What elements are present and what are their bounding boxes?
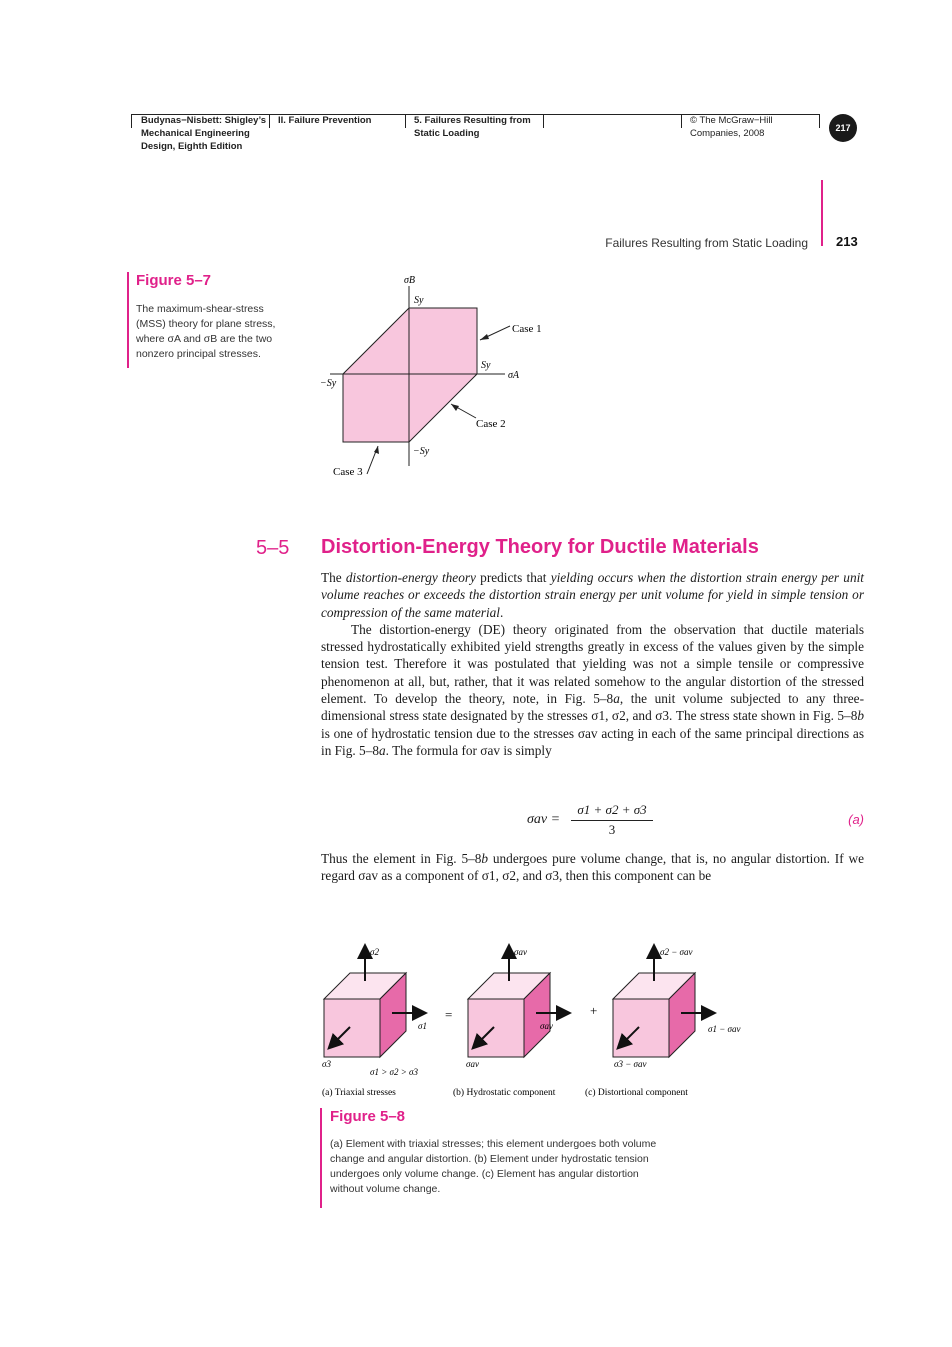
case2-label: Case 2 [476, 418, 506, 430]
fig57-caption-bar [127, 272, 129, 368]
equation-a [321, 798, 864, 844]
page-number: 213 [836, 234, 858, 249]
header-book [131, 114, 267, 152]
running-head-bar [821, 180, 823, 246]
fig57-diagram [300, 268, 560, 488]
book-header [131, 114, 820, 162]
subcaption-c: (c) Distortional component [585, 1088, 688, 1098]
fig57-caption: The maximum-shear-stress (MSS) theory for plane stress, where σA and σB are the two nonzero principal stresses. [136, 303, 276, 360]
paragraph-2: The distortion-energy (DE) theory originated from the observation that ductile materials stressed hydrostatically exhibited yield strengths greatly in excess of the values given by the simple tension test. Therefore it was postulated that yielding was not a simple tensile or compressive phenomenon at all, but, rather, that it was related somehow to the angular distortion of the stressed element. To develop the theory, note, in Fig. 5–8a, the unit volume subjected to any three-dimensional stress state designated by the stresses σ1, σ2, and σ3. The stress state shown in Fig. 5–8b is one of hydrostatic tension due to the stresses σav acting in each of the same principal directions as in Fig. 5–8a. The formula for σav is simply [321, 621, 864, 758]
mss-hexagon [343, 308, 477, 442]
label-sigma3: σ3 [322, 1059, 331, 1069]
sy-top-label: Sy [414, 295, 424, 306]
header-copyright: © The McGraw−Hill Companies, 2008 [681, 114, 773, 128]
plus-sign: + [590, 1003, 598, 1018]
subcaption-a: (a) Triaxial stresses [322, 1088, 396, 1098]
cube-triaxial [322, 947, 427, 1077]
header-book-line: Budynas−Nisbett: Shigley’s [141, 115, 267, 126]
equation-numerator: σ1 + σ2 + σ3 [571, 802, 653, 821]
axis-sigma-b-label: σB [404, 275, 416, 286]
label-sigma-av-bottom: σav [466, 1059, 479, 1069]
page-badge: 217 [829, 114, 857, 142]
label-dist-bottom: σ3 − σav [614, 1059, 647, 1069]
sy-left-label: −Sy [320, 378, 337, 389]
label-sigma-av-top: σav [514, 947, 527, 957]
body-text-lower [321, 850, 864, 885]
header-blank [543, 114, 552, 128]
case3-label: Case 3 [333, 466, 363, 478]
case1-label: Case 1 [512, 323, 542, 335]
header-chapter: 5. Failures Resulting from Static Loading [405, 114, 531, 128]
cube-hydrostatic [466, 947, 568, 1069]
paragraph-1: The distortion-energy theory predicts that yielding occurs when the distortion strain energy per unit volume reaches or exceeds the distortion strain energy per unit volume for yield in simple tension or compression of the same material. [321, 570, 864, 620]
header-book-line: Design, Eighth Edition [141, 141, 243, 152]
label-sigma1: σ1 [418, 1021, 427, 1031]
label-sigma-av-right: σav [540, 1021, 553, 1031]
equation-lhs: σav = [527, 812, 561, 827]
fig57-label: Figure 5–7 [136, 272, 212, 289]
cube-a-front [324, 999, 380, 1057]
fig58-diagram [300, 935, 780, 1105]
header-book-line: Mechanical Engineering [141, 128, 250, 139]
case2-arrowhead [451, 404, 459, 411]
section-number: 5–5 [256, 537, 290, 559]
axis-sigma-a-label: σA [508, 370, 520, 381]
fig58-label: Figure 5–8 [330, 1108, 406, 1125]
equation-denominator: 3 [608, 822, 616, 837]
case1-arrowhead [480, 334, 489, 340]
label-relation: σ1 > σ2 > σ3 [370, 1067, 418, 1077]
running-head-title: Failures Resulting from Static Loading [605, 236, 808, 250]
section-title: Distortion-Energy Theory for Ductile Materials [321, 536, 759, 558]
label-dist-right: σ1 − σav [708, 1024, 741, 1034]
sy-right-label: Sy [481, 360, 491, 371]
cube-b-front [468, 999, 524, 1057]
sy-bottom-label: −Sy [413, 446, 430, 457]
case3-arrowhead [374, 446, 379, 454]
equation-tag: (a) [848, 812, 864, 827]
equals-sign: = [445, 1007, 453, 1022]
header-end [819, 114, 828, 128]
fig58-caption-bar [320, 1108, 322, 1208]
subcaption-b: (b) Hydrostatic component [453, 1088, 556, 1098]
label-dist-top: σ2 − σav [660, 947, 693, 957]
label-sigma2: σ2 [370, 947, 379, 957]
body-text-upper [321, 569, 864, 759]
cube-c-front [613, 999, 669, 1057]
fig58-caption: (a) Element with triaxial stresses; this element undergoes both volume change and angular distortion. (b) Element under hydrostatic tension undergoes only volume change. (c) Element has angular distortion without volume change. [330, 1138, 657, 1195]
cube-distortional [613, 947, 740, 1069]
header-part: II. Failure Prevention [269, 114, 371, 128]
paragraph-3: Thus the element in Fig. 5–8b undergoes pure volume change, that is, no angular distortion. If we regard σav as a component of σ1, σ2, and σ3, then this component can be [321, 851, 864, 884]
